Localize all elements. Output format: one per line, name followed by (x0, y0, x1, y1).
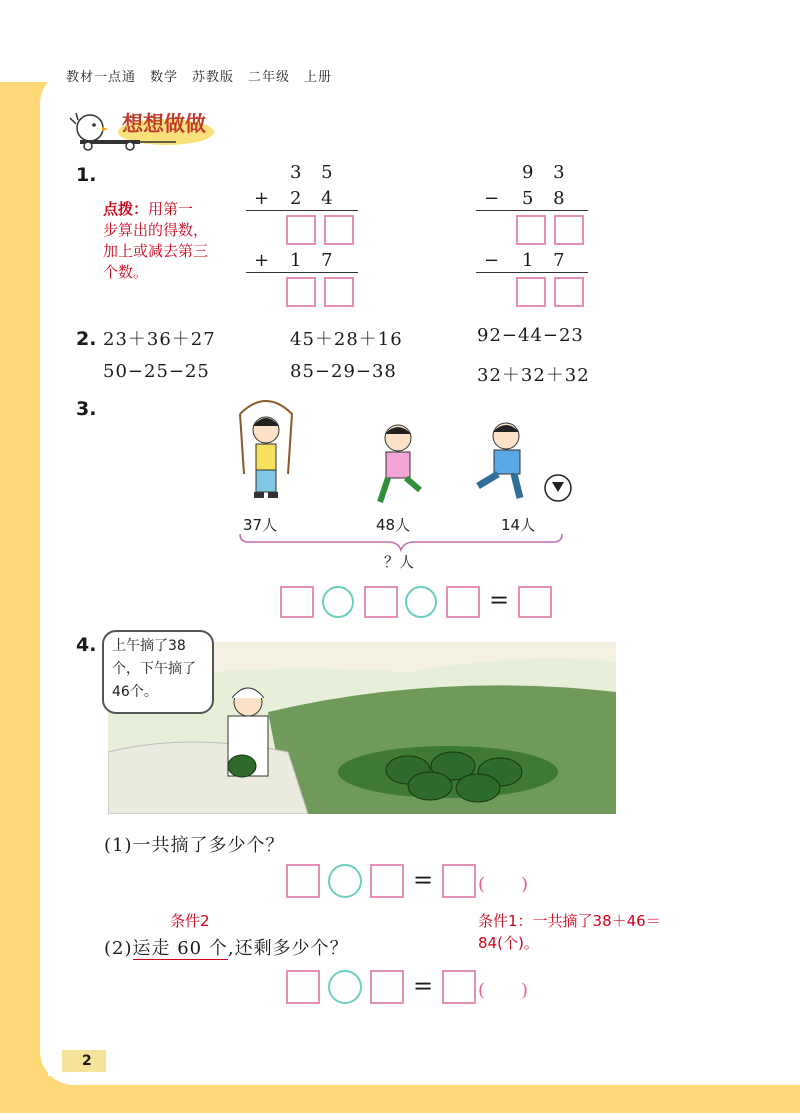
hint-text: 用第一步算出的得数，加上或减去第三个数。 (103, 200, 209, 281)
answer-box[interactable] (442, 864, 476, 898)
calc-right-rule1 (476, 210, 588, 211)
calc-left-row4: 1 7 (290, 250, 333, 271)
total-label: ？人 (384, 553, 415, 571)
answer-box[interactable] (370, 970, 404, 1004)
answer-box[interactable] (324, 215, 354, 245)
answer-box[interactable] (518, 586, 552, 618)
answer-box[interactable] (516, 215, 546, 245)
question-4-number: 4. (76, 634, 97, 656)
condition-2-underline: 运走 60 个 (132, 938, 228, 959)
count-label: 14人 (501, 516, 536, 534)
section-title: 想想做做 (122, 112, 206, 136)
operator-circle[interactable] (322, 586, 354, 618)
expression: 50−25−25 (103, 361, 210, 382)
answer-box[interactable] (442, 970, 476, 1004)
calc-right-row2: 5 8 (522, 188, 565, 209)
question-3-number: 3. (76, 398, 97, 420)
operator-circle[interactable] (405, 586, 437, 618)
condition-2-note: 条件2 (170, 912, 210, 930)
equals-sign: = (413, 866, 434, 894)
calc-right-op1: − (484, 188, 500, 209)
brace (238, 532, 564, 552)
unit-parentheses: ( ) (478, 980, 529, 1001)
unit-parentheses: ( ) (478, 874, 529, 895)
answer-box[interactable] (516, 277, 546, 307)
answer-box[interactable] (364, 586, 398, 618)
page-number: 2 (62, 1050, 106, 1072)
answer-box[interactable] (370, 864, 404, 898)
hint-label: 点拨： (103, 200, 149, 218)
page-header: 教材一点通 数学 苏教版 二年级 上册 (66, 70, 333, 85)
answer-box[interactable] (286, 970, 320, 1004)
answer-box[interactable] (554, 277, 584, 307)
answer-box[interactable] (286, 215, 316, 245)
subquestion-2-prefix: (2) (104, 938, 133, 959)
answer-box[interactable] (446, 586, 480, 618)
calc-left-rule2 (246, 272, 358, 273)
calc-left-op1: + (254, 188, 270, 209)
question-1-number: 1. (76, 164, 97, 186)
operator-circle[interactable] (328, 864, 362, 898)
question-2-number: 2. (76, 328, 97, 350)
subquestion-2-suffix: ,还剩多少个？ (227, 938, 349, 959)
subquestion-2 (104, 934, 349, 960)
expression: 45＋28＋16 (290, 329, 403, 350)
operator-circle[interactable] (328, 970, 362, 1004)
calc-left-row2: 2 4 (290, 188, 333, 209)
equals-sign: = (489, 586, 510, 614)
subquestion-1: (1)一共摘了多少个？ (104, 835, 285, 856)
expression: 85−29−38 (290, 361, 397, 382)
calc-right-rule2 (476, 272, 588, 273)
expression: 32＋32＋32 (477, 365, 590, 386)
answer-box[interactable] (286, 864, 320, 898)
answer-box[interactable] (324, 277, 354, 307)
calc-left-top: 3 5 (290, 162, 333, 183)
speech-bubble: 上午摘了38个，下午摘了46个。 (102, 630, 214, 714)
hint-box (103, 199, 208, 283)
equals-sign: = (413, 972, 434, 1000)
calc-right-op2: − (484, 250, 500, 271)
answer-box[interactable] (280, 586, 314, 618)
expression: 92−44−23 (477, 325, 584, 346)
calc-right-top: 9 3 (522, 162, 565, 183)
girl-jumping-rope-illustration (226, 394, 306, 512)
girl-kicking-illustration (364, 418, 438, 512)
count-label: 48人 (376, 516, 411, 534)
expression: 23＋36＋27 (103, 329, 216, 350)
boy-playing-soccer-illustration (466, 420, 576, 510)
answer-box[interactable] (286, 277, 316, 307)
count-label: 37人 (243, 516, 278, 534)
calc-left-rule1 (246, 210, 358, 211)
condition-1-note: 条件1：一共摘了38＋46＝84(个)。 (478, 912, 661, 952)
calc-left-op2: + (254, 250, 270, 271)
answer-box[interactable] (554, 215, 584, 245)
calc-right-row4: 1 7 (522, 250, 565, 271)
